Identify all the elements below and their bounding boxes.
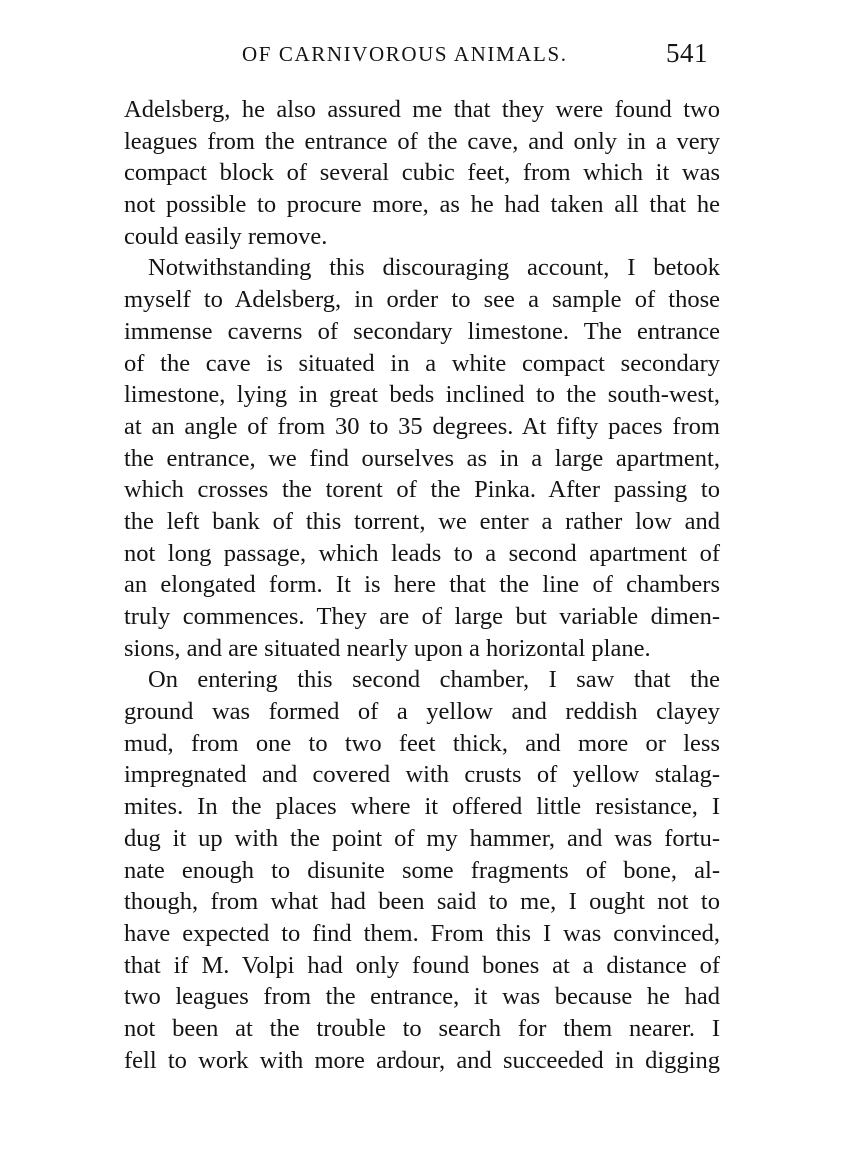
paragraph xyxy=(124,664,720,1076)
text-line: immense caverns of secondary limestone. The entrance xyxy=(124,317,720,345)
text-line: Adelsberg, he also assured me that they were found two xyxy=(124,96,720,123)
page-number: 541 xyxy=(666,38,708,68)
text-line: could easily remove. xyxy=(124,222,328,250)
text-line: not long passage, which leads to a second apartment of xyxy=(124,539,720,567)
text-line: an elongated form. It is here that the line of chambers xyxy=(124,571,720,599)
text-line: nate enough to disunite some fragments of bone, al- xyxy=(124,856,720,884)
body-text xyxy=(124,94,720,1076)
text-line: limestone, lying in great beds inclined to the south-west, xyxy=(124,381,720,409)
text-line: not been at the trouble to search for them nearer. I xyxy=(124,1014,720,1042)
text-line: though, from what had been said to me, I ought not to xyxy=(124,888,720,916)
text-line: have expected to find them. From this I was convinced, xyxy=(124,919,720,947)
text-line: ground was formed of a yellow and reddish clayey xyxy=(124,698,720,726)
text-line: mud, from one to two feet thick, and more or less xyxy=(124,729,720,757)
text-line: not possible to procure more, as he had taken all that he xyxy=(124,191,720,219)
text-line: fell to work with more ardour, and succeeded in digging xyxy=(124,1046,720,1074)
text-line: dug it up with the point of my hammer, and was fortu- xyxy=(124,824,720,852)
paragraph xyxy=(124,252,720,664)
text-line: leagues from the entrance of the cave, and only in a very xyxy=(124,127,720,155)
text-line: truly commences. They are of large but variable dimen- xyxy=(124,603,720,630)
text-line: the entrance, we find ourselves as in a large apartment, xyxy=(124,444,720,472)
text-line: impregnated and covered with crusts of yellow stalag- xyxy=(124,761,720,789)
text-line: sions, and are situated nearly upon a horizontal plane. xyxy=(124,634,651,662)
text-line: compact block of several cubic feet, from which it was xyxy=(124,159,720,187)
text-line: that if M. Volpi had only found bones at a distance of xyxy=(124,951,720,979)
text-line: the left bank of this torrent, we enter a rather low and xyxy=(124,507,720,535)
text-line: at an angle of from 30 to 35 degrees. At fifty paces from xyxy=(124,412,720,440)
text-line: two leagues from the entrance, it was because he had xyxy=(124,983,720,1011)
running-head-title: OF CARNIVOROUS ANIMALS. xyxy=(242,42,568,66)
text-line: myself to Adelsberg, in order to see a sample of those xyxy=(124,286,720,314)
running-head xyxy=(124,38,714,78)
text-line: mites. In the places where it offered little resistance, I xyxy=(124,793,720,821)
text-line: Notwithstanding this discouraging account, I betook xyxy=(148,254,720,282)
paragraph xyxy=(124,94,720,252)
text-line: of the cave is situated in a white compact secondary xyxy=(124,349,720,377)
text-line: On entering this second chamber, I saw that the xyxy=(148,666,720,694)
text-line: which crosses the torent of the Pinka. After passing to xyxy=(124,476,720,504)
